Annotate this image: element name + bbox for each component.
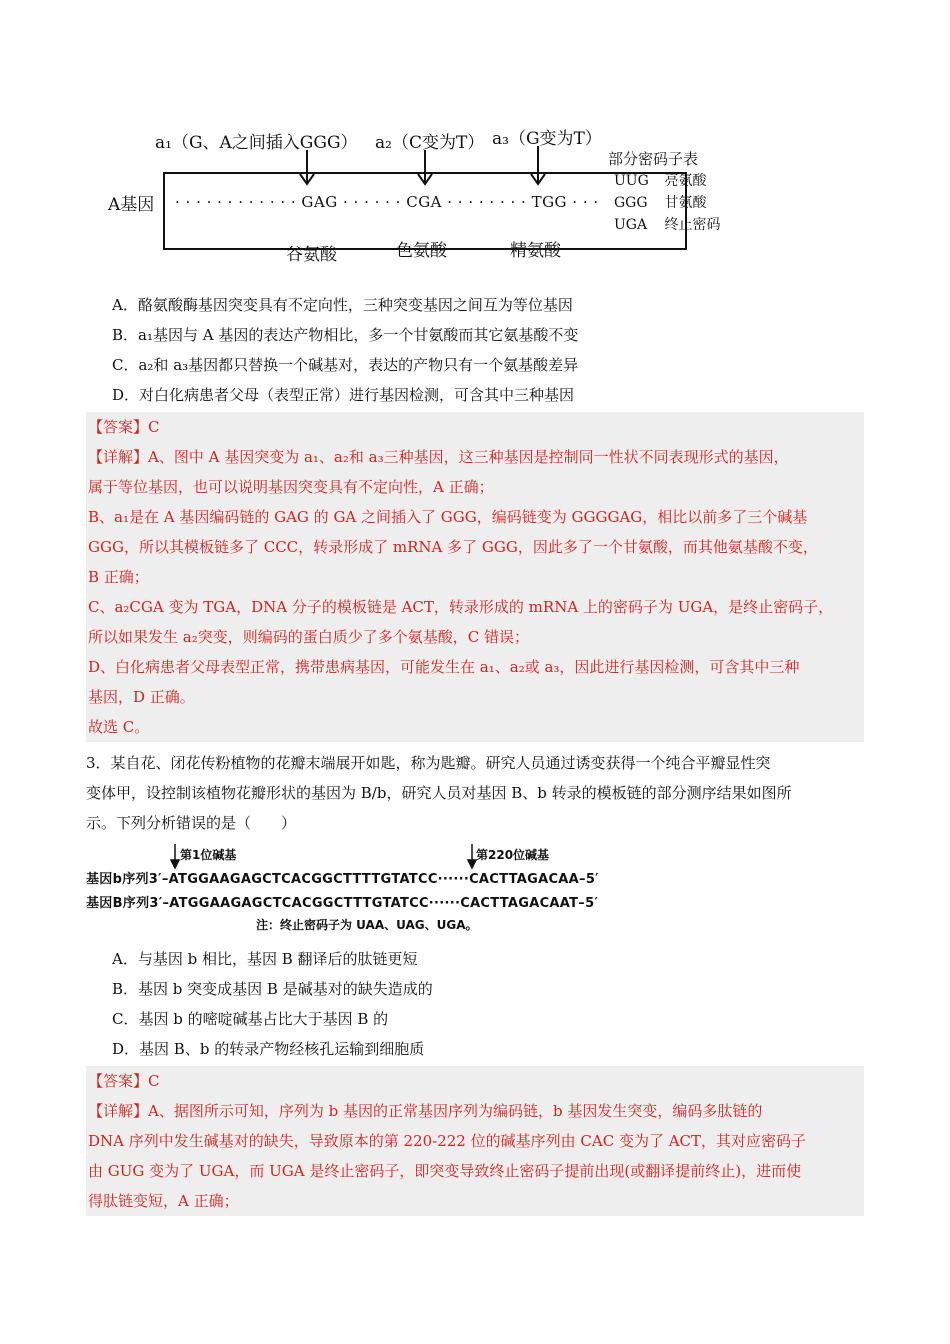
q3-stem-line: 3．某自花、闭花传粉植物的花瓣末端展开如匙，称为匙瓣。研究人员通过诱变获得一个纯合平瓣显性突 (86, 754, 771, 772)
explanation-line: GGG，所以其模板链多了 CCC，转录形成了 mRNA 多了 GGG，因此多了一个甘氨酸，而其他氨基酸不变， (88, 538, 818, 556)
q2-option-c: C．a₂和 a₃基因都只替换一个碱基对，表达的产物只有一个氨基酸差异 (112, 356, 579, 374)
codon-row (608, 192, 720, 214)
explanation-line: 由 GUG 变为了 UGA，而 UGA 是终止密码子，即突变导致终止密码子提前出现(或翻译提前终止)，进而使 (88, 1162, 802, 1180)
codon: UGA (614, 217, 648, 233)
answer-line: 【答案】C (88, 1072, 160, 1090)
codon: UUG (614, 173, 649, 189)
codon-table (608, 148, 720, 236)
codon-row (608, 214, 720, 236)
explanation-line: 【详解】A、图中 A 基因突变为 a₁、a₂和 a₃三种基因，这三种基因是控制同一性状不同表现形式的基因， (88, 448, 789, 466)
q3-stem-line: 变体甲，设控制该植物花瓣形状的基因为 B/b，研究人员对基因 B、b 转录的模板链的部分测序结果如图所 (86, 784, 792, 802)
q2-option-a: A．酪氨酸酶基因突变具有不定向性，三种突变基因之间互为等位基因 (112, 296, 573, 314)
sequence-b: 基因b序列3′–ATGGAAGAGCTCACGGCTTTTGTATCC······CACTTAGACAA–5′ (86, 872, 599, 887)
codon-table-title: 部分密码子表 (608, 150, 699, 168)
explanation-line: 故选 C。 (88, 718, 150, 736)
explanation-line: 【详解】A、据图所示可知，序列为 b 基因的正常基因序列为编码链，b 基因发生突变，编码多肽链的 (88, 1102, 763, 1120)
q2-option-d: D．对白化病患者父母（表型正常）进行基因检测，可含其中三种基因 (112, 386, 575, 404)
a2-label: a₂（C变为T） (375, 133, 485, 153)
q3-option-a: A．与基因 b 相比，基因 B 翻译后的肽链更短 (112, 950, 418, 968)
explanation-line: 基因，D 正确。 (88, 688, 195, 706)
a3-label: a₃（G变为T） (492, 129, 602, 149)
codon-meaning: 甘氨酸 (664, 195, 707, 211)
explanation-line: C、a₂CGA 变为 TGA，DNA 分子的模板链是 ACT，转录形成的 mRNA 上的密码子为 UGA，是终止密码子， (88, 598, 834, 616)
explanation-line: D、白化病患者父母表型正常，携带患病基因，可能发生在 a₁、a₂或 a₃，因此进行基因检测，可含其中三种 (88, 658, 800, 676)
marker-first-base: 第1位碱基 (180, 848, 237, 862)
sequence-B: 基因B序列3′–ATGGAAGAGCTCACGGCTTTGTATCC······CACTTAGACAAT–5′ (86, 896, 599, 911)
amino-acid-3: 精氨酸 (510, 241, 561, 261)
codon: GGG (614, 195, 648, 211)
explanation-line: B 正确； (88, 568, 149, 586)
gene-mutation-figure (100, 120, 740, 270)
q3-option-b: B．基因 b 突变成基因 B 是碱基对的缺失造成的 (112, 980, 433, 998)
q2-answer-block (86, 412, 864, 742)
amino-acid-1: 谷氨酸 (286, 245, 337, 265)
codon-meaning: 终止密码 (664, 217, 721, 233)
codon-row (608, 170, 720, 192)
codon-meaning: 亮氨酸 (664, 173, 707, 189)
explanation-line: 得肽链变短，A 正确； (88, 1192, 239, 1210)
explanation-line: 属于等位基因，也可以说明基因突变具有不定向性，A 正确； (88, 478, 494, 496)
explanation-line: DNA 序列中发生碱基对的缺失，导致原本的第 220-222 位的碱基序列由 CAC 变为了 ACT，其对应密码子 (88, 1132, 807, 1150)
gene-a-label: A基因 (108, 195, 155, 215)
explanation-line: B、a₁是在 A 基因编码链的 GAG 的 GA 之间插入了 GGG，编码链变为 GGGGAG，相比以前多了三个碱基 (88, 508, 808, 526)
stop-codon-note: 注：终止密码子为 UAA、UAG、UGA。 (256, 918, 478, 932)
q3-stem-line: 示。下列分析错误的是（ ） (86, 814, 297, 832)
q2-option-b: B．a₁基因与 A 基因的表达产物相比，多一个甘氨酸而其它氨基酸不变 (112, 326, 579, 344)
q3-option-c: C．基因 b 的嘧啶碱基占比大于基因 B 的 (112, 1010, 389, 1028)
explanation-line: 所以如果发生 a₂突变，则编码的蛋白质少了多个氨基酸，C 错误； (88, 628, 529, 646)
q3-option-d: D．基因 B、b 的转录产物经核孔运输到细胞质 (112, 1040, 425, 1058)
amino-acid-2: 色氨酸 (396, 241, 447, 261)
marker-220th-base: 第220位碱基 (476, 848, 550, 862)
answer-line: 【答案】C (88, 418, 160, 436)
q3-answer-block (86, 1066, 864, 1216)
a1-label: a₁（G、A之间插入GGG） (155, 133, 358, 153)
gene-sequence: · · · · · · · · · · · · GAG · · · · · · CGA · · · · · · · · TGG · · · (175, 193, 599, 211)
sequence-figure (86, 840, 626, 940)
